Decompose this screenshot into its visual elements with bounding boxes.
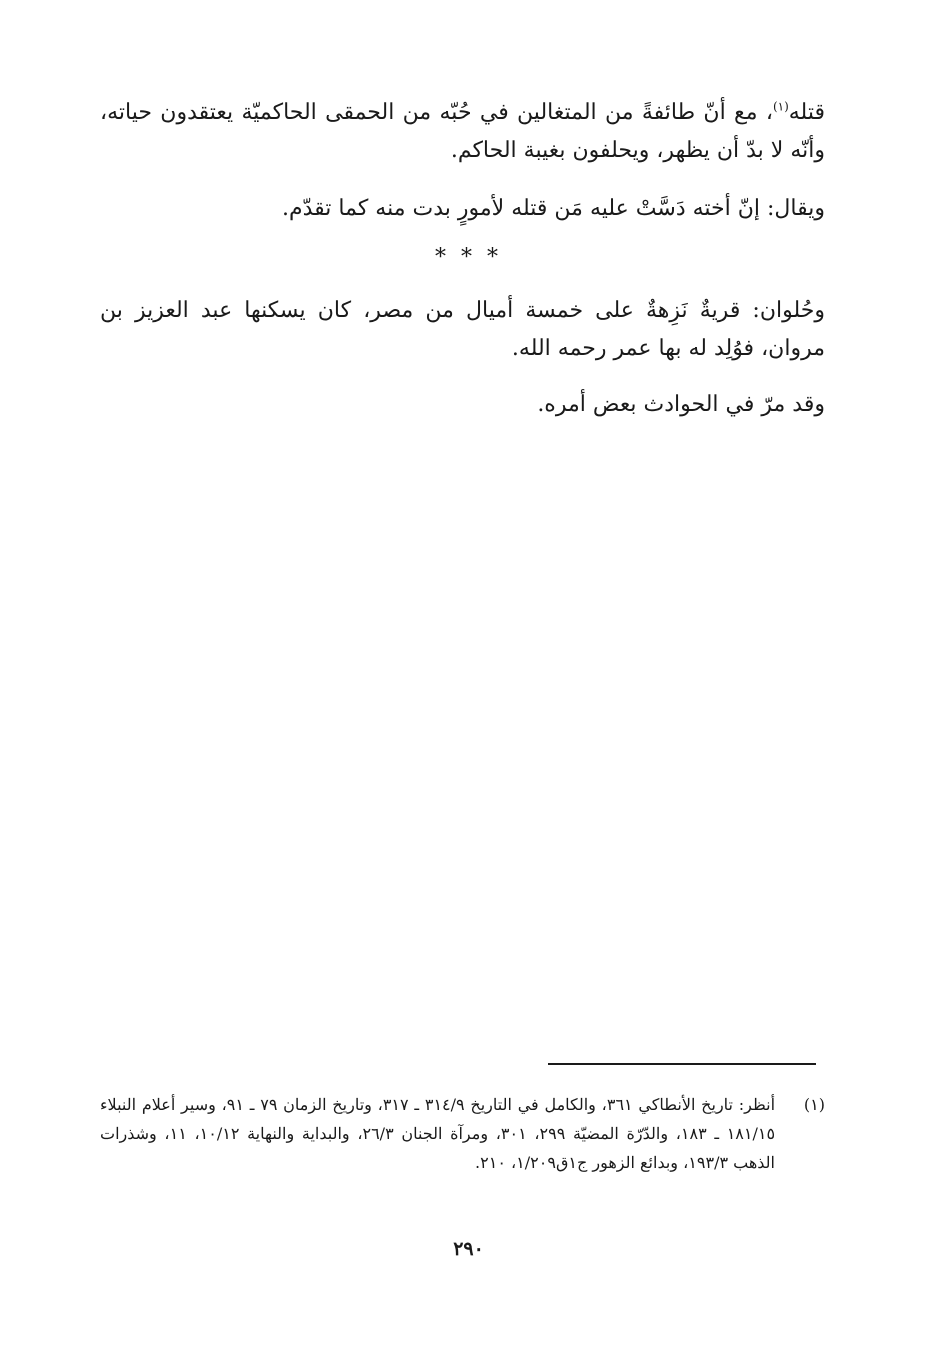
footnote-marker: (١)	[803, 1095, 825, 1114]
section-separator: * * *	[435, 245, 502, 270]
footnote	[100, 1090, 825, 1177]
paragraph-hakim-followers	[100, 94, 825, 170]
page-number: ٢٩٠	[453, 1238, 484, 1260]
paragraph-hulwan: وحُلوان: قريةٌ نَزِهةٌ على خمسة أميال من مصر، كان يسكنها عبد العزيز بن مروان، فوُلِد له بها عمر رحمه الله.	[100, 298, 825, 361]
footnote-divider	[548, 1063, 816, 1065]
paragraph-text: قتله	[788, 100, 825, 125]
footnote-reference: (١)	[772, 99, 789, 114]
paragraph-text: ، مع أنّ طائفةً من المتغالين في حُبّه من الحمقى الحاكميّة يعتقدون حياته، وأنّه لا بدّ أن يظهر، ويحلفون بغيبة الحاكم.	[100, 100, 825, 163]
paragraph-sister: ويقال: إنّ أخته دَسَّتْ عليه مَن قتله لأمورٍ بدت منه كما تقدّم.	[282, 196, 825, 221]
paragraph-events: وقد مرّ في الحوادث بعض أمره.	[537, 392, 825, 417]
footnote-text: أنظر: تاريخ الأنطاكي ٣٦١، والكامل في التاريخ ٣١٤/٩ ـ ٣١٧، وتاريخ الزمان ٧٩ ـ ٩١، وسير أعلام النبلاء ١٨١/١٥ ـ ١٨٣، والدّرّة المضيّة ٢٩٩، ٣٠١، ومرآة الجنان ٢٦/٣، والبداية والنهاية ١٠/١٢، ١١، وشذرات الذهب ١٩٣/٣، وبدائع الزهور ج١ق١/٢٠٩، ٢١٠.	[100, 1095, 776, 1172]
